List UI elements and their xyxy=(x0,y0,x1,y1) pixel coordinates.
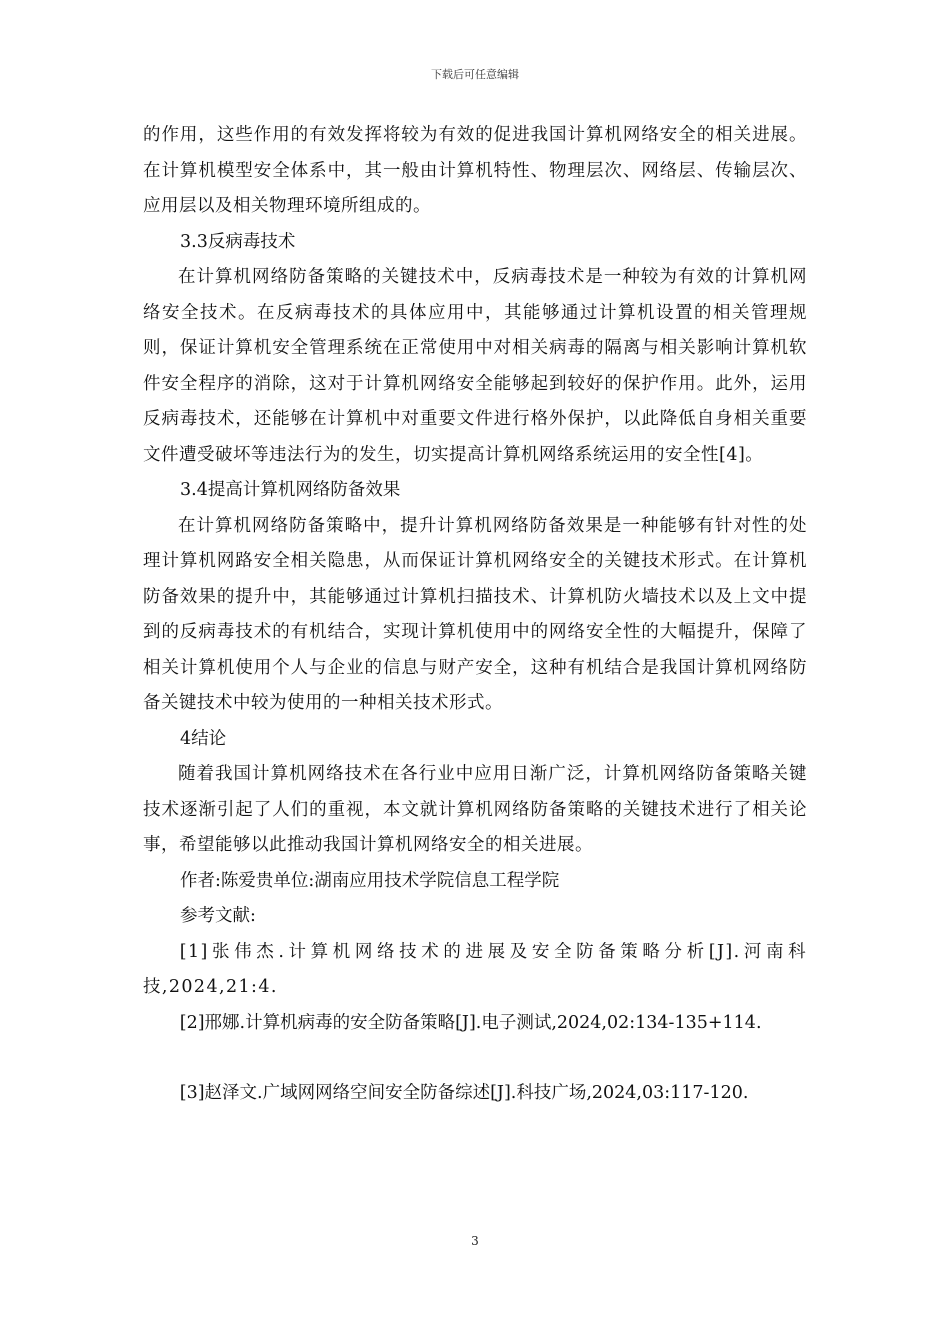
section-heading-3-3: 3.3反病毒技术 xyxy=(180,231,296,252)
references-title: 参考文献: xyxy=(180,906,256,926)
page-header-note: 下载后可任意编辑 xyxy=(431,68,519,81)
author-line: 作者:陈爱贵单位:湖南应用技术学院信息工程学院 xyxy=(180,870,560,891)
section-heading-3-4: 3.4提高计算机网络防备效果 xyxy=(180,480,401,500)
paragraph-conclusion: 随着我国计算机网络技术在各行业中应用日渐广泛，计算机网络防备策略关键技术逐渐引起了人们的重视，本文就计算机网络防备策略的关键技术进行了相关论事，希望能够以此推动我国计算机网络安全的相关进展。 xyxy=(143,764,807,855)
paragraph-defense-effect: 在计算机网络防备策略中，提升计算机网络防备效果是一种能够有针对性的处理计算机网路安全相关隐患，从而保证计算机网络安全的关键技术形式。在计算机防备效果的提升中，其能够通过计算机扫描技术、计算机防火墙技术以及上文中提到的反病毒技术的有机结合，实现计算机使用中的网络安全性的大幅提升，保障了相关计算机使用个人与企业的信息与财产安全，这种有机结合是我国计算机网络防备关键技术中较为使用的一种相关技术形式。 xyxy=(143,515,807,713)
page-number: 3 xyxy=(471,1234,479,1248)
paragraph-continued: 的作用，这些作用的有效发挥将较为有效的促进我国计算机网络安全的相关进展。在计算机模型安全体系中，其一般由计算机特性、物理层次、网络层、传输层次、应用层以及相关物理环境所组成的。 xyxy=(143,125,807,216)
reference-item: [2]邢娜.计算机病毒的安全防备策略[J].电子测试,2024,02:134-135+114. xyxy=(179,1012,762,1033)
document-body xyxy=(143,118,807,1112)
section-heading-4: 4结论 xyxy=(180,728,227,749)
paragraph-antivirus: 在计算机网络防备策略的关键技术中，反病毒技术是一种较为有效的计算机网络安全技术。在反病毒技术的具体应用中，其能够通过计算机设置的相关管理规则，保证计算机安全管理系统在正常使用中对相关病毒的隔离与相关影响计算机软件安全程序的消除，这对于计算机网络安全能够起到较好的保护作用。此外，运用反病毒技术，还能够在计算机中对重要文件进行格外保护，以此降低自身相关重要文件遭受破坏等违法行为的发生，切实提高计算机网络系统运用的安全性[4]。 xyxy=(143,267,807,465)
reference-item: [3]赵泽文.广域网网络空间安全防备综述[J].科技广场,2024,03:117-120. xyxy=(179,1083,749,1103)
reference-item: [1]张伟杰.计算机网络技术的进展及安全防备策略分析[J].河南科技,2024,21:4. xyxy=(143,941,807,997)
